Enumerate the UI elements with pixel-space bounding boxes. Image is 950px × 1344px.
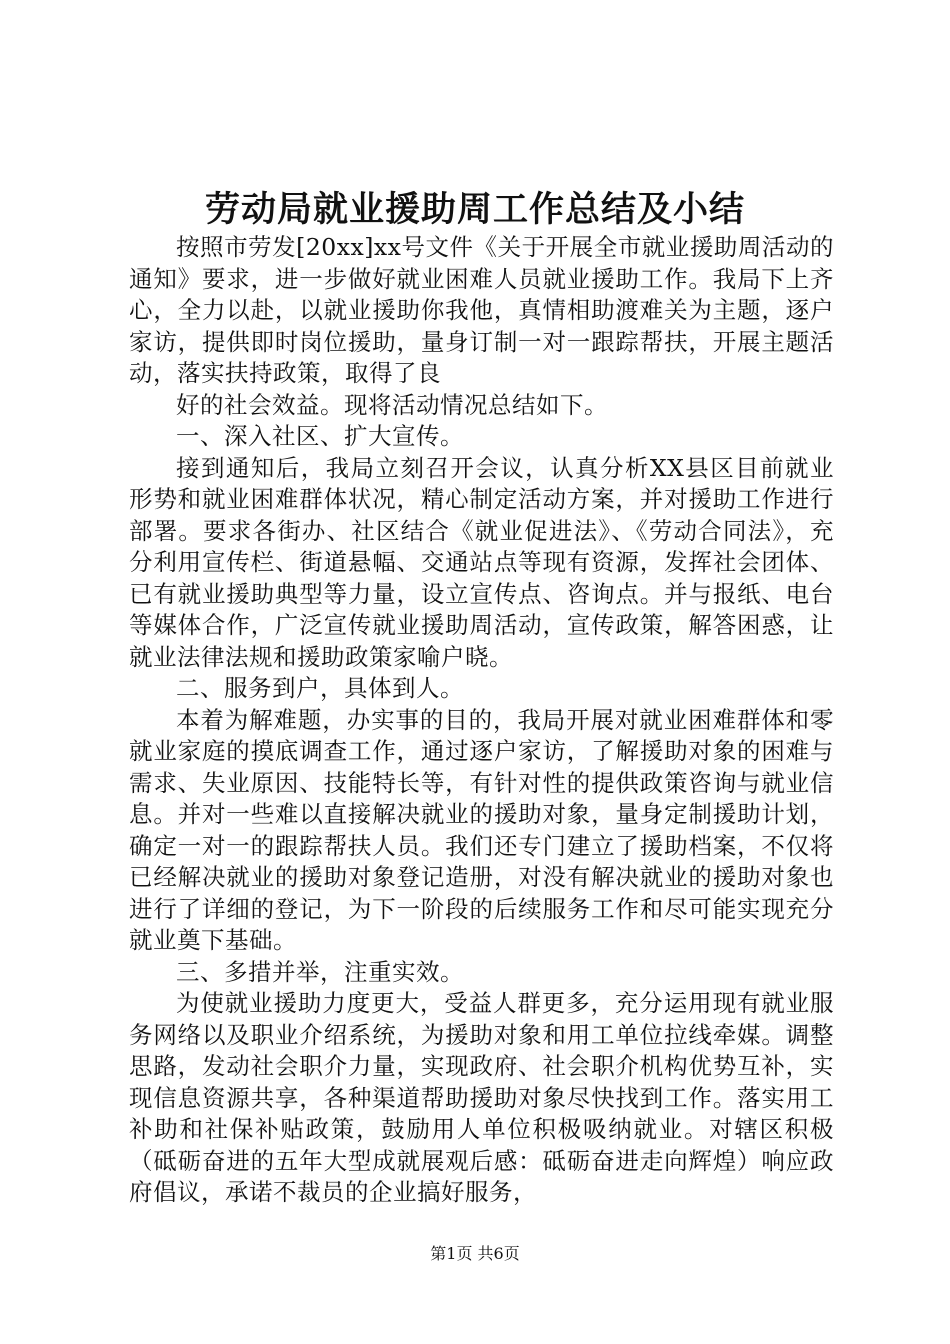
section-heading-2: 二、服务到户，具体到人。	[176, 674, 464, 702]
document-body	[129, 232, 834, 1209]
intro-paragraph-continued: 好的社会效益。现将活动情况总结如下。	[176, 390, 608, 419]
page-number-footer: 第1页 共6页	[430, 1244, 520, 1263]
intro-paragraph: 按照市劳发[20xx]xx号文件《关于开展全市就业援助周活动的通知》要求，进一步做好就业困难人员就业援助工作。我局下上齐心，全力以赴，以就业援助你我他，真情相助渡难关为主题，逐户家访，提供即时岗位援助，量身订制一对一跟踪帮扶，开展主题活动，落实扶持政策，取得了良	[129, 233, 834, 387]
document-title: 劳动局就业援助周工作总结及小结	[204, 189, 745, 230]
section-heading-3: 三、多措并举，注重实效。	[176, 957, 464, 986]
section-paragraph-3: 为使就业援助力度更大，受益人群更多，充分运用现有就业服务网络以及职业介绍系统，为援助对象和用工单位拉线牵媒。调整思路，发动社会职介力量，实现政府、社会职介机构优势互补，实现信息资源共享，各种渠道帮助援助对象尽快找到工作。落实用工补助和社保补贴政策，鼓励用人单位积极吸纳就业。对辖区积极（砥砺奋进的五年大型成就展观后感：砥砺奋进走向辉煌）响应政府倡议，承诺不裁员的企业搞好服务，	[129, 989, 834, 1206]
section-paragraph-2: 本着为解难题，办实事的目的，我局开展对就业困难群体和零就业家庭的摸底调查工作，通过逐户家访，了解援助对象的困难与需求、失业原因、技能特长等，有针对性的提供政策咨询与就业信息。并对一些难以直接解决就业的援助对象，量身定制援助计划，确定一对一的跟踪帮扶人员。我们还专门建立了援助档案，不仅将已经解决就业的援助对象登记造册，对没有解决就业的援助对象也进行了详细的登记，为下一阶段的后续服务工作和尽可能实现充分就业奠下基础。	[129, 705, 834, 954]
section-heading-1: 一、深入社区、扩大宣传。	[176, 422, 464, 450]
section-paragraph-1: 接到通知后，我局立刻召开会议，认真分析XX县区目前就业形势和就业困难群体状况，精心制定活动方案，并对援助工作进行部署。要求各街办、社区结合《就业促进法》、《劳动合同法》，充分利用宣传栏、街道悬幅、交通站点等现有资源，发挥社会团体、已有就业援助典型等力量，设立宣传点、咨询点。并与报纸、电台等媒体合作，广泛宣传就业援助周活动，宣传政策，解答困惑，让就业法律法规和援助政策家喻户晓。	[129, 453, 834, 671]
